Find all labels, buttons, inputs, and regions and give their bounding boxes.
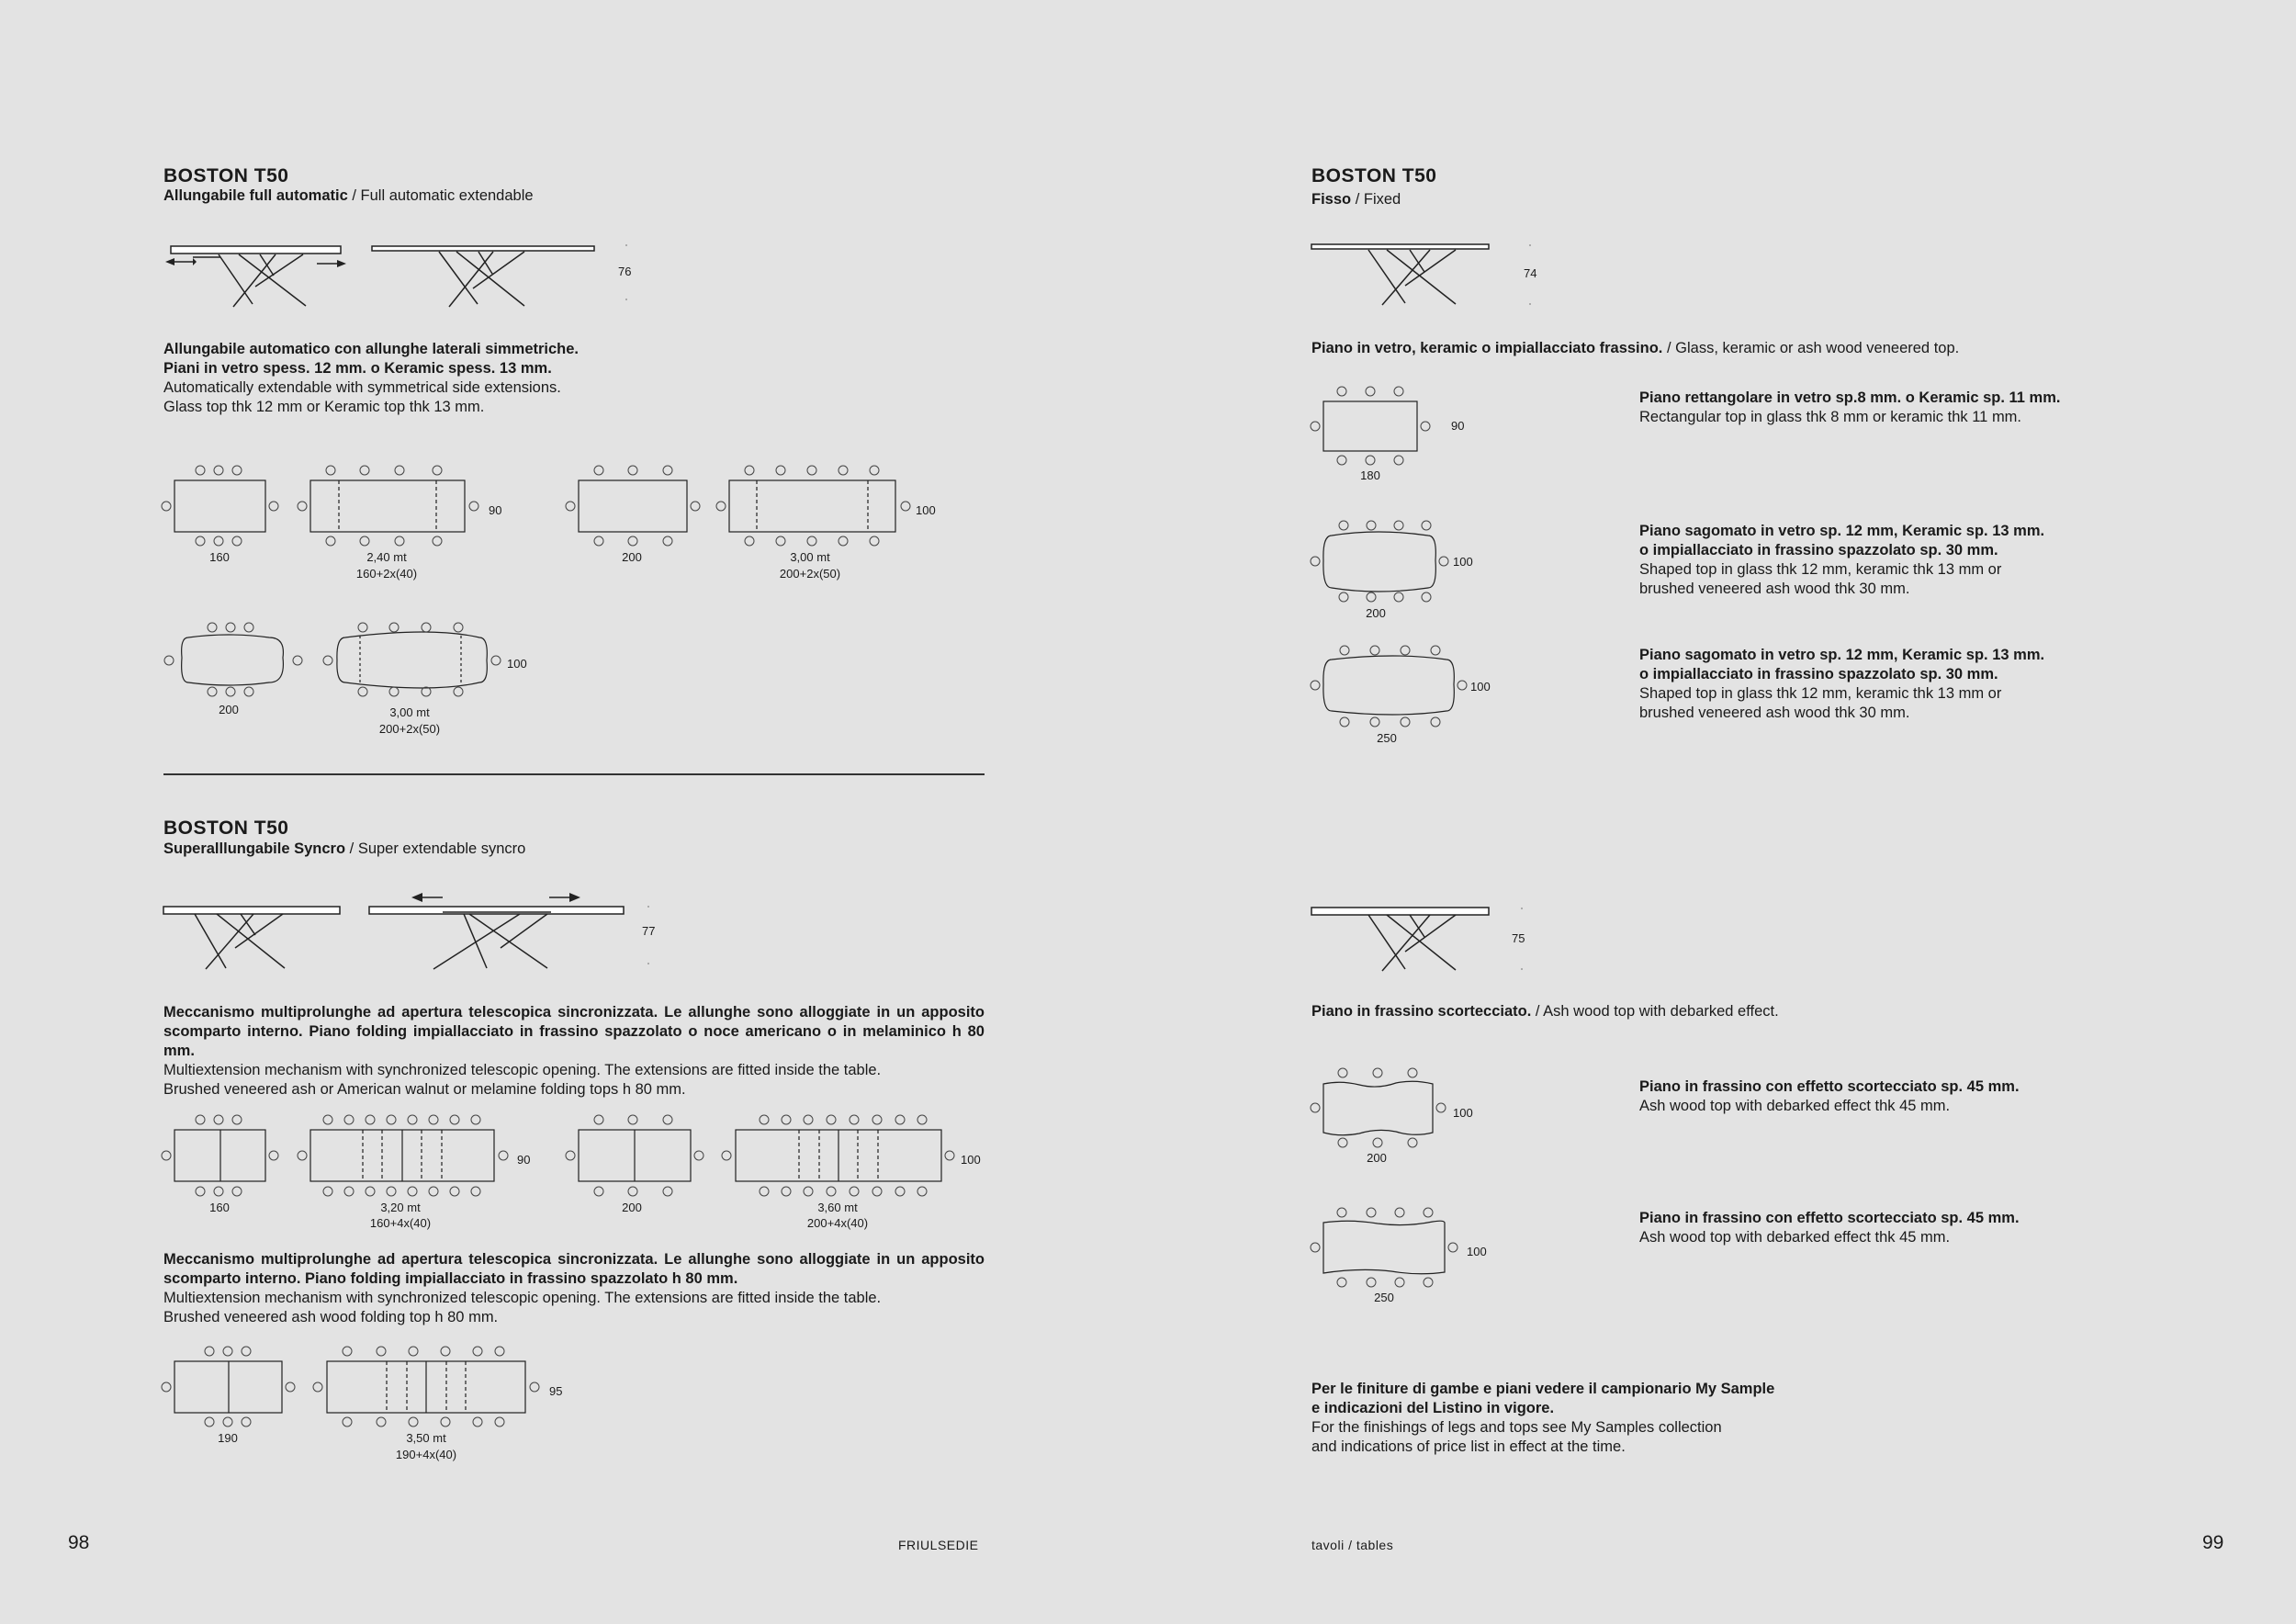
section-subtitle: Superalllungabile Syncro / Super extendable syncro bbox=[163, 840, 526, 857]
section-subtitle: Fisso / Fixed bbox=[1311, 191, 1401, 208]
length-formula: 200+2x(50) bbox=[779, 567, 841, 581]
length-label: 3,00 mt bbox=[790, 550, 830, 564]
top-description: Piano sagomato in vetro sp. 12 mm, Keramic sp. 13 mm. o impiallacciato in frassino spazzolato sp. 30 mm. Shaped top in glass thk 12 mm, keramic thk 13 mm or brushed veneered ash wood thk 30 mm. bbox=[1639, 523, 2045, 597]
length-label: 250 bbox=[1377, 731, 1397, 745]
section-footer: tavoli / tables bbox=[1311, 1538, 1394, 1552]
width-label: 90 bbox=[1451, 419, 1465, 433]
top-description: Piano in frassino con effetto scortecciato sp. 45 mm. Ash wood top with debarked effect thk 45 mm. bbox=[1639, 1210, 2020, 1246]
top-description: Piano in frassino con effetto scortecciato sp. 45 mm. Ash wood top with debarked effect thk 45 mm. bbox=[1639, 1078, 2020, 1114]
length-formula: 160+2x(40) bbox=[355, 567, 418, 581]
width-label: 100 bbox=[507, 657, 527, 671]
table-height: 74 bbox=[1524, 266, 1537, 280]
width-label: 100 bbox=[1470, 680, 1491, 694]
top-description: Piano sagomato in vetro sp. 12 mm, Keramic sp. 13 mm. o impiallacciato in frassino spazzolato sp. 30 mm. Shaped top in glass thk 12 mm, keramic thk 13 mm or brushed veneered ash wood thk 30 mm. bbox=[1639, 647, 2045, 721]
top-material: Piano in frassino scortecciato. / Ash wood top with debarked effect. bbox=[1311, 1003, 1779, 1020]
width-label: 95 bbox=[549, 1384, 563, 1398]
top-description: Piano rettangolare in vetro sp.8 mm. o Keramic sp. 11 mm. Rectangular top in glass thk 8 mm or keramic thk 11 mm. bbox=[1639, 389, 2061, 425]
section-description: Meccanismo multiprolunghe ad apertura telescopica sincronizzata. Le allunghe sono alloggiate in un apposito scomparto interno. Piano folding impiallacciato in frassino spazzolato h 80 mm. Multiextension mechanism with synchronized telescopic opening. The extensions are fitted inside the table. Brushed veneered ash wood folding top h 80 mm. bbox=[163, 1251, 985, 1325]
table-height: 75 bbox=[1512, 931, 1525, 945]
length-label: 200 bbox=[622, 550, 642, 564]
top-material: Piano in vetro, keramic o impiallacciato frassino. / Glass, keramic or ash wood veneered top. bbox=[1311, 340, 1960, 356]
section-description: Allungabile automatico con allunghe laterali simmetriche. Piani in vetro spess. 12 mm. o Keramic spess. 13 mm. Automatically extendable with symmetrical side extensions. Glass top thk 12 mm or Keramic top thk 13 mm. bbox=[163, 341, 580, 415]
length-formula: 160+4x(40) bbox=[369, 1216, 432, 1230]
length-label: 160 bbox=[209, 550, 230, 564]
length-label: 200 bbox=[1366, 606, 1386, 620]
finishing-note: Per le finiture di gambe e piani vedere il campionario My Sample e indicazioni del Listino in vigore. For the finishings of legs and tops see My Samples collection and indications of price list in effect at the time. bbox=[1311, 1381, 1775, 1455]
length-label: 2,40 mt bbox=[366, 550, 407, 564]
width-label: 100 bbox=[961, 1153, 981, 1167]
table-height: 76 bbox=[618, 265, 632, 278]
length-label: 200 bbox=[622, 1201, 642, 1214]
length-label: 190 bbox=[218, 1431, 238, 1445]
brand-footer: FRIULSEDIE bbox=[898, 1538, 979, 1552]
table-height: 77 bbox=[642, 924, 656, 938]
width-label: 100 bbox=[1453, 555, 1473, 569]
section-title: BOSTON T50 bbox=[163, 165, 289, 186]
width-label: 90 bbox=[517, 1153, 531, 1167]
length-label: 160 bbox=[209, 1201, 230, 1214]
length-label: 3,60 mt bbox=[817, 1201, 858, 1214]
length-label: 3,00 mt bbox=[389, 705, 430, 719]
plan-views-debarked bbox=[0, 0, 1, 1]
length-formula: 200+2x(50) bbox=[378, 722, 441, 736]
width-label: 100 bbox=[1453, 1106, 1473, 1120]
length-label: 200 bbox=[1367, 1151, 1387, 1165]
length-formula: 200+4x(40) bbox=[806, 1216, 869, 1230]
page-number: 98 bbox=[68, 1532, 90, 1553]
section-title: BOSTON T50 bbox=[163, 818, 289, 839]
section-title: BOSTON T50 bbox=[1311, 165, 1437, 186]
width-label: 90 bbox=[489, 503, 502, 517]
length-label: 3,20 mt bbox=[380, 1201, 421, 1214]
section-divider bbox=[163, 773, 985, 775]
section-description: Meccanismo multiprolunghe ad apertura telescopica sincronizzata. Le allunghe sono alloggiate in un apposito scomparto interno. Piano folding impiallacciato in frassino spazzolato o noce americano o in melaminico h 80 mm. Multiextension mechanism with synchronized telescopic opening. The extensions are fitted inside the table. Brushed veneered ash or American walnut or melamine folding tops h 80 mm. bbox=[163, 1004, 985, 1098]
width-label: 100 bbox=[1467, 1245, 1487, 1258]
length-label: 200 bbox=[219, 703, 239, 716]
length-formula: 190+4x(40) bbox=[395, 1448, 457, 1461]
length-label: 180 bbox=[1360, 468, 1380, 482]
page-number: 99 bbox=[2202, 1532, 2224, 1553]
length-label: 250 bbox=[1374, 1291, 1394, 1304]
length-label: 3,50 mt bbox=[406, 1431, 446, 1445]
width-label: 100 bbox=[916, 503, 936, 517]
section-subtitle: Allungabile full automatic / Full automatic extendable bbox=[163, 187, 534, 204]
